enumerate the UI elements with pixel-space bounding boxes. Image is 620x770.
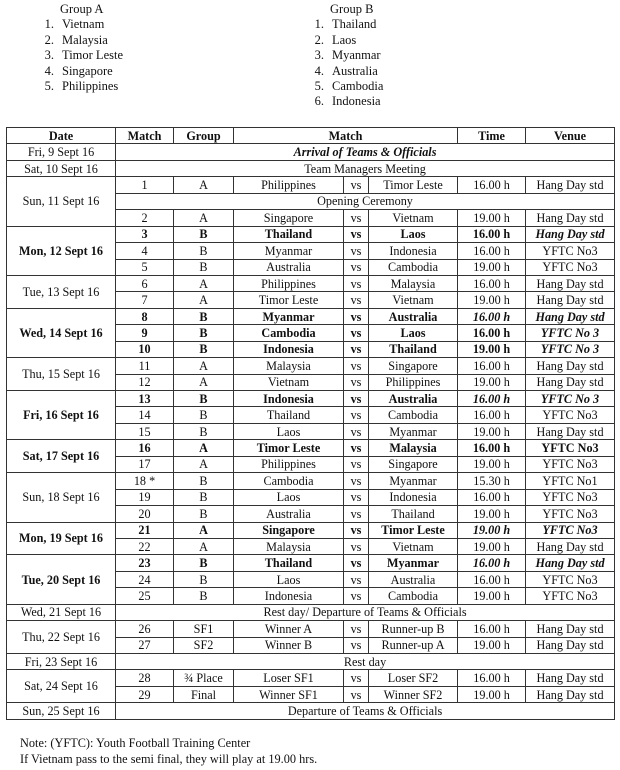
time-cell: 19.00 h bbox=[458, 588, 526, 604]
away-team-cell: Singapore bbox=[369, 358, 458, 374]
date-cell: Fri, 23 Sept 16 bbox=[7, 654, 116, 670]
match-number-cell: 9 bbox=[116, 325, 174, 341]
time-cell: 19.00 h bbox=[458, 423, 526, 439]
time-cell: 19.00 h bbox=[458, 538, 526, 554]
match-number-cell: 20 bbox=[116, 506, 174, 522]
venue-cell: Hang Day std bbox=[526, 358, 615, 374]
home-team-cell: Indonesia bbox=[234, 391, 344, 407]
time-cell: 19.00 h bbox=[458, 210, 526, 226]
home-team-cell: Winner A bbox=[234, 621, 344, 637]
vs-cell: vs bbox=[344, 391, 369, 407]
vs-cell: vs bbox=[344, 341, 369, 357]
group-cell: B bbox=[174, 555, 234, 571]
table-row bbox=[7, 144, 615, 160]
table-row bbox=[7, 522, 615, 538]
date-cell: Sat, 17 Sept 16 bbox=[7, 440, 116, 473]
group-cell: Final bbox=[174, 686, 234, 702]
venue-cell: YFTC No 3 bbox=[526, 341, 615, 357]
venue-cell: YFTC No3 bbox=[526, 243, 615, 259]
vs-cell: vs bbox=[344, 686, 369, 702]
venue-cell: Hang Day std bbox=[526, 374, 615, 390]
home-team-cell: Malaysia bbox=[234, 358, 344, 374]
header-match-no: Match bbox=[116, 128, 174, 144]
time-cell: 16.00 h bbox=[458, 621, 526, 637]
match-number-cell: 22 bbox=[116, 538, 174, 554]
group-b-team bbox=[314, 79, 384, 94]
vs-cell: vs bbox=[344, 423, 369, 439]
group-cell: B bbox=[174, 259, 234, 275]
event-cell: Opening Ceremony bbox=[116, 193, 615, 209]
venue-cell: Hang Day std bbox=[526, 308, 615, 324]
vs-cell: vs bbox=[344, 275, 369, 291]
schedule-table bbox=[6, 127, 615, 720]
group-cell: SF1 bbox=[174, 621, 234, 637]
match-number-cell: 3 bbox=[116, 226, 174, 242]
group-cell: A bbox=[174, 358, 234, 374]
match-number-cell: 1 bbox=[116, 177, 174, 193]
home-team-cell: Cambodia bbox=[234, 325, 344, 341]
match-number-cell: 24 bbox=[116, 571, 174, 587]
date-cell: Sun, 18 Sept 16 bbox=[7, 473, 116, 522]
vs-cell: vs bbox=[344, 177, 369, 193]
team-number: 2. bbox=[44, 32, 54, 47]
home-team-cell: Australia bbox=[234, 506, 344, 522]
team-number: 5. bbox=[314, 79, 324, 94]
match-number-cell: 25 bbox=[116, 588, 174, 604]
note-line: Note: (YFTC): Youth Football Training Center bbox=[20, 736, 251, 750]
group-cell: B bbox=[174, 226, 234, 242]
group-a-team bbox=[44, 79, 123, 94]
away-team-cell: Vietnam bbox=[369, 210, 458, 226]
home-team-cell: Thailand bbox=[234, 555, 344, 571]
time-cell: 19.00 h bbox=[458, 686, 526, 702]
match-number-cell: 15 bbox=[116, 423, 174, 439]
venue-cell: Hang Day std bbox=[526, 555, 615, 571]
home-team-cell: Loser SF1 bbox=[234, 670, 344, 686]
vs-cell: vs bbox=[344, 637, 369, 653]
away-team-cell: Indonesia bbox=[369, 489, 458, 505]
home-team-cell: Indonesia bbox=[234, 588, 344, 604]
group-cell: B bbox=[174, 423, 234, 439]
away-team-cell: Cambodia bbox=[369, 259, 458, 275]
time-cell: 16.00 h bbox=[458, 407, 526, 423]
table-row bbox=[7, 226, 615, 242]
time-cell: 19.00 h bbox=[458, 637, 526, 653]
venue-cell: Hang Day std bbox=[526, 686, 615, 702]
date-cell: Fri, 9 Sept 16 bbox=[7, 144, 116, 160]
match-number-cell: 18 * bbox=[116, 473, 174, 489]
away-team-cell: Myanmar bbox=[369, 423, 458, 439]
group-cell: B bbox=[174, 588, 234, 604]
venue-cell: YFTC No3 bbox=[526, 489, 615, 505]
venue-cell: YFTC No 3 bbox=[526, 391, 615, 407]
home-team-cell: Philippines bbox=[234, 275, 344, 291]
table-row bbox=[7, 621, 615, 637]
group-a-team bbox=[44, 63, 123, 79]
time-cell: 19.00 h bbox=[458, 456, 526, 472]
table-row bbox=[7, 358, 615, 374]
away-team-cell: Runner-up B bbox=[369, 621, 458, 637]
group-cell: A bbox=[174, 522, 234, 538]
venue-cell: YFTC No3 bbox=[526, 440, 615, 456]
group-cell: B bbox=[174, 308, 234, 324]
match-number-cell: 2 bbox=[116, 210, 174, 226]
table-row bbox=[7, 308, 615, 324]
team-name: Vietnam bbox=[62, 17, 105, 32]
match-number-cell: 5 bbox=[116, 259, 174, 275]
date-cell: Wed, 21 Sept 16 bbox=[7, 604, 116, 620]
table-row bbox=[7, 160, 615, 176]
venue-cell: YFTC No3 bbox=[526, 506, 615, 522]
table-row bbox=[7, 177, 615, 193]
team-number: 3. bbox=[314, 48, 324, 63]
header-time: Time bbox=[458, 128, 526, 144]
venue-cell: YFTC No3 bbox=[526, 259, 615, 275]
team-number: 4. bbox=[314, 63, 324, 78]
group-cell: A bbox=[174, 292, 234, 308]
home-team-cell: Laos bbox=[234, 571, 344, 587]
away-team-cell: Australia bbox=[369, 308, 458, 324]
away-team-cell: Runner-up A bbox=[369, 637, 458, 653]
vs-cell: vs bbox=[344, 473, 369, 489]
time-cell: 16.00 h bbox=[458, 275, 526, 291]
header-match: Match bbox=[234, 128, 458, 144]
away-team-cell: Philippines bbox=[369, 374, 458, 390]
group-cell: B bbox=[174, 407, 234, 423]
team-number: 2. bbox=[314, 32, 324, 47]
time-cell: 19.00 h bbox=[458, 522, 526, 538]
time-cell: 16.00 h bbox=[458, 555, 526, 571]
group-cell: A bbox=[174, 210, 234, 226]
vs-cell: vs bbox=[344, 292, 369, 308]
away-team-cell: Vietnam bbox=[369, 292, 458, 308]
table-row bbox=[7, 654, 615, 670]
match-number-cell: 28 bbox=[116, 670, 174, 686]
venue-cell: YFTC No3 bbox=[526, 407, 615, 423]
home-team-cell: Vietnam bbox=[234, 374, 344, 390]
group-b-title: Group B bbox=[330, 2, 374, 16]
team-number: 1. bbox=[44, 17, 54, 32]
group-a-list bbox=[44, 17, 123, 94]
team-name: Laos bbox=[332, 32, 357, 47]
group-cell: A bbox=[174, 440, 234, 456]
time-cell: 16.00 h bbox=[458, 489, 526, 505]
date-cell: Thu, 22 Sept 16 bbox=[7, 621, 116, 654]
team-name: Singapore bbox=[62, 63, 113, 78]
vs-cell: vs bbox=[344, 522, 369, 538]
group-cell: A bbox=[174, 374, 234, 390]
date-cell: Sat, 24 Sept 16 bbox=[7, 670, 116, 703]
away-team-cell: Thailand bbox=[369, 341, 458, 357]
team-name: Indonesia bbox=[332, 94, 381, 109]
header-venue: Venue bbox=[526, 128, 615, 144]
date-cell: Sun, 25 Sept 16 bbox=[7, 703, 116, 719]
vs-cell: vs bbox=[344, 555, 369, 571]
time-cell: 16.00 h bbox=[458, 243, 526, 259]
away-team-cell: Timor Leste bbox=[369, 177, 458, 193]
event-cell: Team Managers Meeting bbox=[116, 160, 615, 176]
vs-cell: vs bbox=[344, 325, 369, 341]
vs-cell: vs bbox=[344, 358, 369, 374]
header-date: Date bbox=[7, 128, 116, 144]
away-team-cell: Indonesia bbox=[369, 243, 458, 259]
group-cell: B bbox=[174, 506, 234, 522]
group-cell: A bbox=[174, 275, 234, 291]
match-number-cell: 6 bbox=[116, 275, 174, 291]
date-cell: Mon, 12 Sept 16 bbox=[7, 226, 116, 275]
group-a-team bbox=[44, 32, 123, 48]
venue-cell: Hang Day std bbox=[526, 637, 615, 653]
group-b bbox=[314, 2, 384, 110]
home-team-cell: Singapore bbox=[234, 210, 344, 226]
vs-cell: vs bbox=[344, 374, 369, 390]
venue-cell: Hang Day std bbox=[526, 275, 615, 291]
venue-cell: YFTC No3 bbox=[526, 522, 615, 538]
vs-cell: vs bbox=[344, 538, 369, 554]
group-cell: A bbox=[174, 177, 234, 193]
team-number: 1. bbox=[314, 17, 324, 32]
date-cell: Mon, 19 Sept 16 bbox=[7, 522, 116, 555]
time-cell: 16.00 h bbox=[458, 391, 526, 407]
venue-cell: YFTC No1 bbox=[526, 473, 615, 489]
match-number-cell: 26 bbox=[116, 621, 174, 637]
match-number-cell: 23 bbox=[116, 555, 174, 571]
match-number-cell: 27 bbox=[116, 637, 174, 653]
time-cell: 16.00 h bbox=[458, 571, 526, 587]
home-team-cell: Myanmar bbox=[234, 308, 344, 324]
home-team-cell: Winner SF1 bbox=[234, 686, 344, 702]
table-header-row bbox=[7, 128, 615, 144]
match-number-cell: 8 bbox=[116, 308, 174, 324]
team-name: Myanmar bbox=[332, 48, 381, 63]
group-cell: ¾ Place bbox=[174, 670, 234, 686]
match-number-cell: 13 bbox=[116, 391, 174, 407]
venue-cell: YFTC No 3 bbox=[526, 325, 615, 341]
venue-cell: Hang Day std bbox=[526, 292, 615, 308]
table-row bbox=[7, 604, 615, 620]
away-team-cell: Cambodia bbox=[369, 407, 458, 423]
home-team-cell: Australia bbox=[234, 259, 344, 275]
home-team-cell: Indonesia bbox=[234, 341, 344, 357]
team-name: Australia bbox=[332, 63, 378, 78]
away-team-cell: Winner SF2 bbox=[369, 686, 458, 702]
group-cell: A bbox=[174, 456, 234, 472]
date-cell: Sun, 11 Sept 16 bbox=[7, 177, 116, 226]
venue-cell: YFTC No3 bbox=[526, 588, 615, 604]
venue-cell: Hang Day std bbox=[526, 538, 615, 554]
header-group: Group bbox=[174, 128, 234, 144]
home-team-cell: Timor Leste bbox=[234, 440, 344, 456]
away-team-cell: Laos bbox=[369, 325, 458, 341]
away-team-cell: Australia bbox=[369, 391, 458, 407]
away-team-cell: Singapore bbox=[369, 456, 458, 472]
group-b-team bbox=[314, 94, 383, 109]
vs-cell: vs bbox=[344, 440, 369, 456]
vs-cell: vs bbox=[344, 259, 369, 275]
table-row bbox=[7, 555, 615, 571]
group-b-team bbox=[314, 32, 383, 48]
time-cell: 16.00 h bbox=[458, 358, 526, 374]
away-team-cell: Myanmar bbox=[369, 555, 458, 571]
time-cell: 16.00 h bbox=[458, 226, 526, 242]
vs-cell: vs bbox=[344, 489, 369, 505]
home-team-cell: Winner B bbox=[234, 637, 344, 653]
vs-cell: vs bbox=[344, 670, 369, 686]
time-cell: 16.00 h bbox=[458, 177, 526, 193]
group-cell: B bbox=[174, 341, 234, 357]
vs-cell: vs bbox=[344, 621, 369, 637]
home-team-cell: Philippines bbox=[234, 177, 344, 193]
event-cell: Departure of Teams & Officials bbox=[116, 703, 615, 719]
event-cell: Arrival of Teams & Officials bbox=[116, 144, 615, 160]
groups-section bbox=[0, 2, 620, 120]
match-number-cell: 14 bbox=[116, 407, 174, 423]
group-cell: B bbox=[174, 571, 234, 587]
team-number: 5. bbox=[44, 79, 54, 94]
event-cell: Rest day bbox=[116, 654, 615, 670]
notes bbox=[20, 736, 317, 767]
away-team-cell: Cambodia bbox=[369, 588, 458, 604]
vs-cell: vs bbox=[344, 226, 369, 242]
group-cell: B bbox=[174, 325, 234, 341]
group-a-team bbox=[44, 17, 123, 32]
home-team-cell: Cambodia bbox=[234, 473, 344, 489]
team-number: 3. bbox=[44, 48, 54, 63]
home-team-cell: Singapore bbox=[234, 522, 344, 538]
away-team-cell: Thailand bbox=[369, 506, 458, 522]
time-cell: 19.00 h bbox=[458, 374, 526, 390]
vs-cell: vs bbox=[344, 506, 369, 522]
time-cell: 16.00 h bbox=[458, 325, 526, 341]
time-cell: 19.00 h bbox=[458, 259, 526, 275]
match-number-cell: 4 bbox=[116, 243, 174, 259]
match-number-cell: 16 bbox=[116, 440, 174, 456]
match-number-cell: 29 bbox=[116, 686, 174, 702]
home-team-cell: Thailand bbox=[234, 226, 344, 242]
venue-cell: Hang Day std bbox=[526, 226, 615, 242]
table-row bbox=[7, 391, 615, 407]
away-team-cell: Loser SF2 bbox=[369, 670, 458, 686]
group-b-team bbox=[314, 48, 383, 63]
away-team-cell: Malaysia bbox=[369, 275, 458, 291]
match-number-cell: 11 bbox=[116, 358, 174, 374]
event-cell: Rest day/ Departure of Teams & Officials bbox=[116, 604, 615, 620]
home-team-cell: Myanmar bbox=[234, 243, 344, 259]
group-cell: B bbox=[174, 391, 234, 407]
date-cell: Sat, 10 Sept 16 bbox=[7, 160, 116, 176]
table-row bbox=[7, 473, 615, 489]
date-cell: Tue, 13 Sept 16 bbox=[7, 275, 116, 308]
schedule-body bbox=[7, 144, 615, 719]
group-b-team bbox=[314, 63, 383, 79]
note-line: If Vietnam pass to the semi final, they will play at 19.00 hrs. bbox=[20, 751, 318, 766]
away-team-cell: Myanmar bbox=[369, 473, 458, 489]
match-number-cell: 17 bbox=[116, 456, 174, 472]
match-number-cell: 10 bbox=[116, 341, 174, 357]
time-cell: 16.00 h bbox=[458, 308, 526, 324]
home-team-cell: Malaysia bbox=[234, 538, 344, 554]
time-cell: 16.00 h bbox=[458, 670, 526, 686]
time-cell: 16.00 h bbox=[458, 440, 526, 456]
venue-cell: Hang Day std bbox=[526, 177, 615, 193]
away-team-cell: Timor Leste bbox=[369, 522, 458, 538]
away-team-cell: Laos bbox=[369, 226, 458, 242]
group-cell: B bbox=[174, 473, 234, 489]
team-name: Timor Leste bbox=[62, 48, 123, 63]
vs-cell: vs bbox=[344, 588, 369, 604]
match-number-cell: 19 bbox=[116, 489, 174, 505]
group-b-list bbox=[314, 17, 384, 109]
group-cell: A bbox=[174, 538, 234, 554]
table-row bbox=[7, 275, 615, 291]
match-number-cell: 12 bbox=[116, 374, 174, 390]
date-cell: Tue, 20 Sept 16 bbox=[7, 555, 116, 604]
group-cell: B bbox=[174, 243, 234, 259]
group-a bbox=[44, 2, 123, 94]
vs-cell: vs bbox=[344, 243, 369, 259]
team-name: Cambodia bbox=[332, 79, 384, 94]
team-name: Philippines bbox=[62, 79, 119, 94]
home-team-cell: Philippines bbox=[234, 456, 344, 472]
venue-cell: Hang Day std bbox=[526, 670, 615, 686]
vs-cell: vs bbox=[344, 308, 369, 324]
vs-cell: vs bbox=[344, 456, 369, 472]
away-team-cell: Australia bbox=[369, 571, 458, 587]
venue-cell: Hang Day std bbox=[526, 621, 615, 637]
date-cell: Wed, 14 Sept 16 bbox=[7, 308, 116, 357]
home-team-cell: Thailand bbox=[234, 407, 344, 423]
vs-cell: vs bbox=[344, 210, 369, 226]
match-number-cell: 7 bbox=[116, 292, 174, 308]
team-name: Malaysia bbox=[62, 32, 108, 47]
vs-cell: vs bbox=[344, 571, 369, 587]
venue-cell: Hang Day std bbox=[526, 423, 615, 439]
venue-cell: YFTC No3 bbox=[526, 456, 615, 472]
group-a-title: Group A bbox=[60, 2, 104, 16]
away-team-cell: Malaysia bbox=[369, 440, 458, 456]
home-team-cell: Laos bbox=[234, 423, 344, 439]
team-name: Thailand bbox=[332, 17, 377, 32]
group-cell: B bbox=[174, 489, 234, 505]
time-cell: 19.00 h bbox=[458, 506, 526, 522]
vs-cell: vs bbox=[344, 407, 369, 423]
home-team-cell: Laos bbox=[234, 489, 344, 505]
time-cell: 19.00 h bbox=[458, 341, 526, 357]
away-team-cell: Vietnam bbox=[369, 538, 458, 554]
time-cell: 19.00 h bbox=[458, 292, 526, 308]
venue-cell: YFTC No3 bbox=[526, 571, 615, 587]
group-a-team bbox=[44, 48, 123, 63]
time-cell: 15.30 h bbox=[458, 473, 526, 489]
table-row bbox=[7, 703, 615, 719]
date-cell: Thu, 15 Sept 16 bbox=[7, 358, 116, 391]
home-team-cell: Timor Leste bbox=[234, 292, 344, 308]
team-number: 4. bbox=[44, 63, 54, 78]
team-number: 6. bbox=[314, 94, 324, 109]
table-row bbox=[7, 670, 615, 686]
date-cell: Fri, 16 Sept 16 bbox=[7, 391, 116, 440]
venue-cell: Hang Day std bbox=[526, 210, 615, 226]
table-row bbox=[7, 440, 615, 456]
group-b-team bbox=[314, 17, 383, 32]
group-cell: SF2 bbox=[174, 637, 234, 653]
match-number-cell: 21 bbox=[116, 522, 174, 538]
